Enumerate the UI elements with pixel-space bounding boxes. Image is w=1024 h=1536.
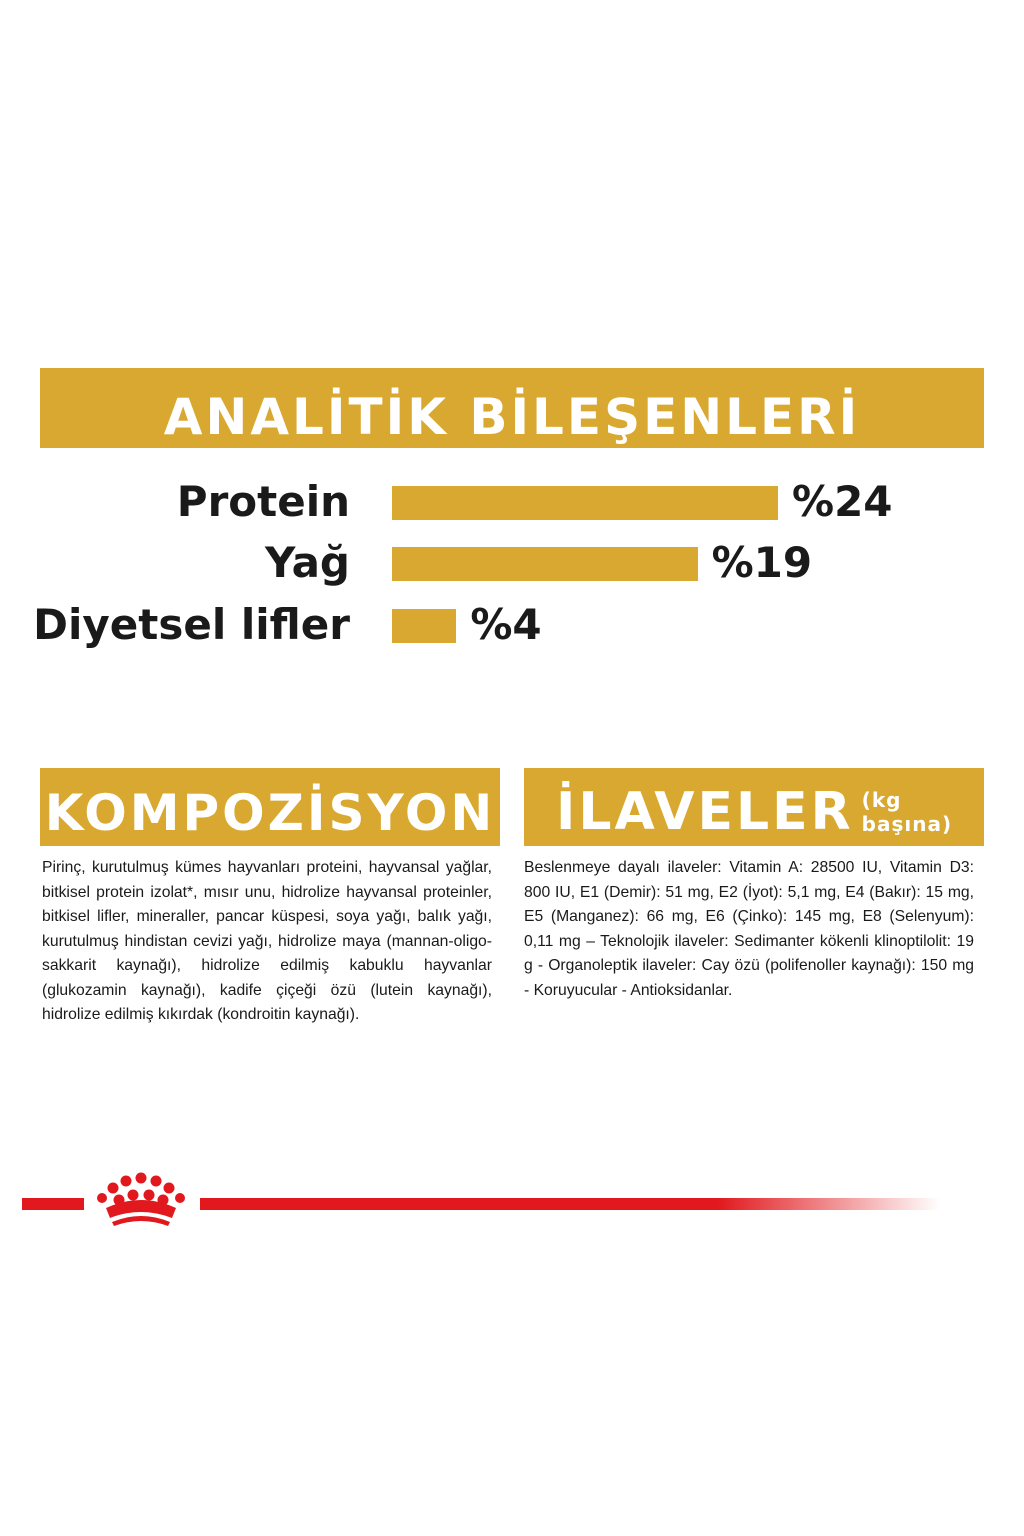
analitik-bilesenleri-banner <box>40 368 984 448</box>
nutrient-percent-yag: %19 <box>711 538 813 587</box>
footer-line-right <box>200 1198 940 1210</box>
nutrient-bar-diyetsel-lifler <box>392 609 456 643</box>
nutrient-bar-protein <box>392 486 778 520</box>
nutrient-label-yag: Yağ <box>265 538 350 587</box>
nutrient-label-diyetsel-lifler: Diyetsel lifler <box>33 600 350 649</box>
nutrient-percent-protein: %24 <box>792 477 893 526</box>
analitik-title: ANALİTİK BİLEŞENLERİ <box>163 388 861 446</box>
kompozisyon-banner <box>40 768 500 846</box>
ilaveler-title: İLAVELER <box>556 782 854 842</box>
ilaveler-text: Beslenmeye dayalı ilaveler: Vitamin A: 28500 IU, Vitamin D3: 800 IU, E1 (Demir): 51 mg, E2 (İyot): 5,1 mg, E4 (Bakır): 15 mg, E5 (Manganez): 66 mg, E6 (Çinko): 145 mg, E8 (Selenyum): 0,11 mg – Teknolojik ilaveler: Sedimanter kökenli klinoptilolit: 19 g - Organoleptik ilaveler: Cay özü (polifenoller kaynağı): 150 mg - Koruyucular - Antioksidanlar. <box>524 859 974 999</box>
nutrient-percent-diyetsel-lifler: %4 <box>470 600 542 649</box>
nutrient-label-protein: Protein <box>176 477 350 526</box>
kompozisyon-text: Pirinç, kurutulmuş kümes hayvanları proteini, hayvansal yağlar, bitkisel protein izolat*, mısır unu, hidrolize hayvansal proteinler, bitkisel lifler, mineraller, pancar küspesi, soya yağı, balık yağı, kurutulmuş hindistan cevizi yağı, hidrolize maya (mannan-oligo-sakkarit kaynağı), hidrolize edilmiş kabuklu hayvanlar (glukozamin kaynağı), kadife çiçeği özü (lutein kaynağı), hidrolize edilmiş kıkırdak (kondroitin kaynağı). <box>42 859 492 1023</box>
kompozisyon-title: KOMPOZİSYON <box>44 784 496 842</box>
footer-line-left <box>22 1198 84 1210</box>
nutrient-bar-yag <box>392 547 698 581</box>
ilaveler-unit: (kg başına) <box>861 788 953 836</box>
ilaveler-banner <box>524 768 984 846</box>
royal-canin-crown-icon <box>92 1170 190 1228</box>
